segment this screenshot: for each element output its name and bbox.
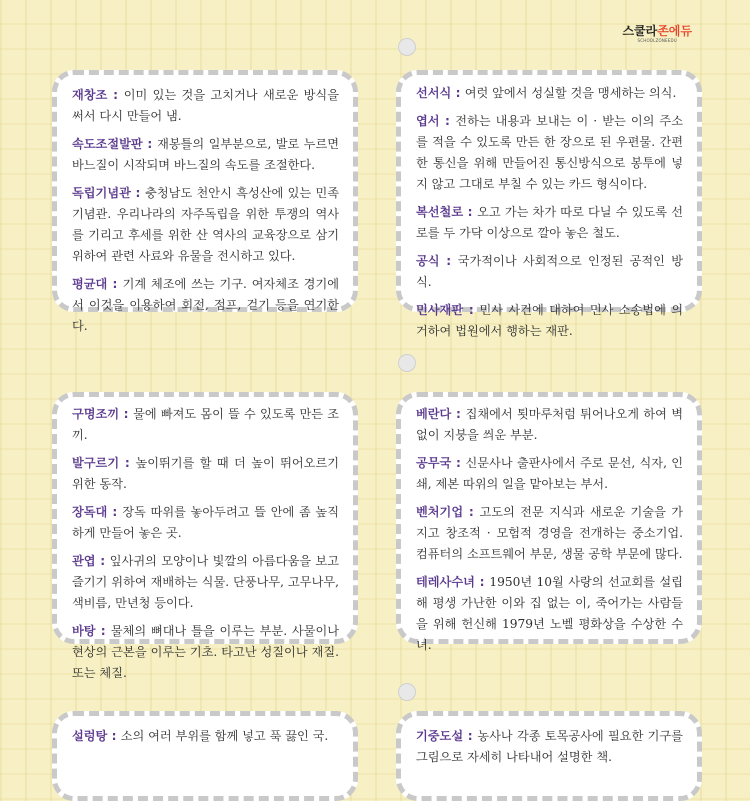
brand-logo-part2: 존에듀 (657, 24, 692, 38)
binder-hole (398, 354, 416, 372)
brand-logo-subtitle: SCHOOLZONEEDU (637, 38, 677, 43)
vocab-definition: 기계 체조에 쓰는 기구. 여자체조 경기에서 이것을 이용하여 회전, 점프, 걷기 등을 연기한다. (72, 277, 339, 333)
vocab-card-4 (396, 392, 702, 652)
vocab-definition: 여럿 앞에서 성실할 것을 맹세하는 의식. (464, 86, 677, 100)
term-separator: : (107, 505, 123, 519)
vocab-entry (416, 111, 683, 195)
vocab-entry (416, 251, 683, 293)
vocab-term: 구명조끼 (72, 407, 120, 421)
vocab-term: 복선철로 (416, 205, 464, 219)
term-separator: : (142, 137, 158, 151)
vocab-term: 기중도설 (416, 729, 464, 743)
vocab-card-5 (52, 711, 358, 801)
term-separator: : (463, 505, 480, 519)
vocab-entry (72, 502, 339, 544)
vocab-definition: 소의 여러 부위를 함께 넣고 푹 끓인 국. (120, 729, 329, 743)
term-separator: : (463, 303, 480, 317)
term-separator: : (95, 624, 111, 638)
vocab-definition: 농사나 각종 토목공사에 필요한 기구를 그림으로 자세히 나타내어 설명한 책. (416, 729, 683, 764)
vocab-term: 속도조절발판 (72, 137, 143, 151)
vocab-term: 평균대 (72, 277, 108, 291)
vocab-definition: 민사 사건에 대하여 민사 소송법에 의거하여 법원에서 행하는 재판. (416, 303, 683, 338)
vocab-term: 발구르기 (72, 456, 120, 470)
vocab-definition: 물에 빠져도 몸이 뜰 수 있도록 만든 조끼. (72, 407, 339, 442)
vocab-definition: 1950년 10월 사랑의 선교회를 설립해 평생 가난한 이와 집 없는 이, 죽어가는 사람들을 위해 헌신해 1979년 노벨 평화상을 수상한 수녀. (416, 575, 683, 652)
vocab-card-3 (52, 392, 358, 680)
vocab-entry (72, 404, 339, 446)
vocab-entry (72, 134, 339, 176)
vocab-definition: 전하는 내용과 보내는 이 · 받는 이의 주소를 적을 수 있도록 만든 한 장으로 된 우편물. 간편한 통신을 위해 만들어진 통신방식으로 봉투에 넣지 않고 그대로 부칠 수 있는 카드 형식이다. (416, 114, 683, 191)
vocab-entry (72, 726, 339, 747)
term-separator: : (463, 205, 478, 219)
vocab-term: 엽서 (416, 114, 440, 128)
vocab-card-6 (396, 711, 702, 801)
vocab-term: 공무국 (416, 456, 452, 470)
binder-hole (398, 683, 416, 701)
vocab-entry (416, 404, 683, 446)
term-separator: : (107, 729, 121, 743)
vocab-entry (416, 572, 683, 656)
vocab-definition: 재봉틀의 일부분으로, 발로 누르면 바느질이 시작되며 바느질의 속도를 조절한다. (72, 137, 339, 172)
vocab-definition: 높이뛰기를 할 때 더 높이 뛰어오르기 위한 동작. (72, 456, 339, 491)
term-separator: : (130, 186, 146, 200)
brand-logo-part1: 스쿨라 (622, 24, 658, 38)
vocab-definition: 잎사귀의 모양이나 빛깔의 아름다움을 보고 즐기기 위하여 재배하는 식물. 단풍나무, 고무나무, 색비름, 만년청 등이다. (72, 554, 339, 610)
binder-hole (398, 38, 416, 56)
vocab-entry (72, 551, 339, 614)
vocab-term: 선서식 (416, 86, 452, 100)
vocab-entry (416, 300, 683, 342)
vocab-definition: 물체의 뼈대나 틀을 이루는 부분. 사물이나 현상의 근본을 이루는 기초. 타고난 성질이나 재질. 또는 체질. (72, 624, 339, 680)
term-separator: : (107, 88, 124, 102)
term-separator: : (474, 575, 490, 589)
vocab-term: 베란다 (416, 407, 452, 421)
vocab-entry (72, 621, 339, 684)
vocab-definition: 고도의 전문 지식과 새로운 기술을 가지고 창조적 · 모험적 경영을 전개하는 중소기업. 컴퓨터의 소프트웨어 부문, 생물 공학 부문에 많다. (416, 505, 683, 561)
vocab-term: 장독대 (72, 505, 108, 519)
vocab-definition: 오고 가는 차가 따로 다닐 수 있도록 선로를 두 가닥 이상으로 깔아 놓은 철도. (416, 205, 683, 240)
term-separator: : (451, 456, 466, 470)
vocab-definition: 집채에서 툇마루처럼 튀어나오게 하여 벽 없이 지붕을 씌운 부분. (416, 407, 683, 442)
vocab-definition: 국가적이나 사회적으로 인정된 공적인 방식. (416, 254, 683, 289)
term-separator: : (95, 554, 110, 568)
vocab-entry (72, 453, 339, 495)
term-separator: : (439, 114, 456, 128)
vocab-term: 공식 (416, 254, 440, 268)
vocab-term: 관엽 (72, 554, 96, 568)
term-separator: : (451, 407, 466, 421)
vocab-entry (416, 726, 683, 768)
vocab-definition: 장독 따위를 놓아두려고 뜰 안에 좀 높직하게 만들어 놓은 곳. (72, 505, 339, 540)
vocab-definition: 이미 있는 것을 고치거나 새로운 방식을 써서 다시 만들어 냄. (72, 88, 339, 123)
vocab-term: 재창조 (72, 88, 108, 102)
vocab-entry (72, 85, 339, 127)
term-separator: : (107, 277, 123, 291)
vocab-entry (416, 502, 683, 565)
vocab-term: 테레사수녀 (416, 575, 475, 589)
vocab-definition: 충청남도 천안시 흑성산에 있는 민족 기념관. 우리나라의 자주독립을 위한 투쟁의 역사를 기리고 후세를 위한 산 역사의 교육장으로 삼기 위하여 관련 사료와 유물을 전시하고 있다. (72, 186, 339, 263)
term-separator: : (439, 254, 458, 268)
vocab-entry (416, 453, 683, 495)
term-separator: : (119, 407, 134, 421)
vocab-term: 설렁탕 (72, 729, 108, 743)
term-separator: : (451, 86, 465, 100)
vocab-term: 바탕 (72, 624, 96, 638)
vocab-term: 벤처기업 (416, 505, 464, 519)
vocab-entry (416, 83, 683, 104)
vocab-card-1 (52, 70, 358, 333)
vocab-entry (72, 274, 339, 337)
vocab-term: 독립기념관 (72, 186, 131, 200)
brand-logo (622, 24, 692, 43)
vocab-entry (72, 183, 339, 267)
vocab-card-2 (396, 70, 702, 338)
vocab-term: 민사재판 (416, 303, 464, 317)
vocab-entry (416, 202, 683, 244)
term-separator: : (119, 456, 136, 470)
vocab-definition: 신문사나 출판사에서 주로 문선, 식자, 인쇄, 제본 따위의 일을 맡아보는 부서. (416, 456, 683, 491)
term-separator: : (463, 729, 478, 743)
